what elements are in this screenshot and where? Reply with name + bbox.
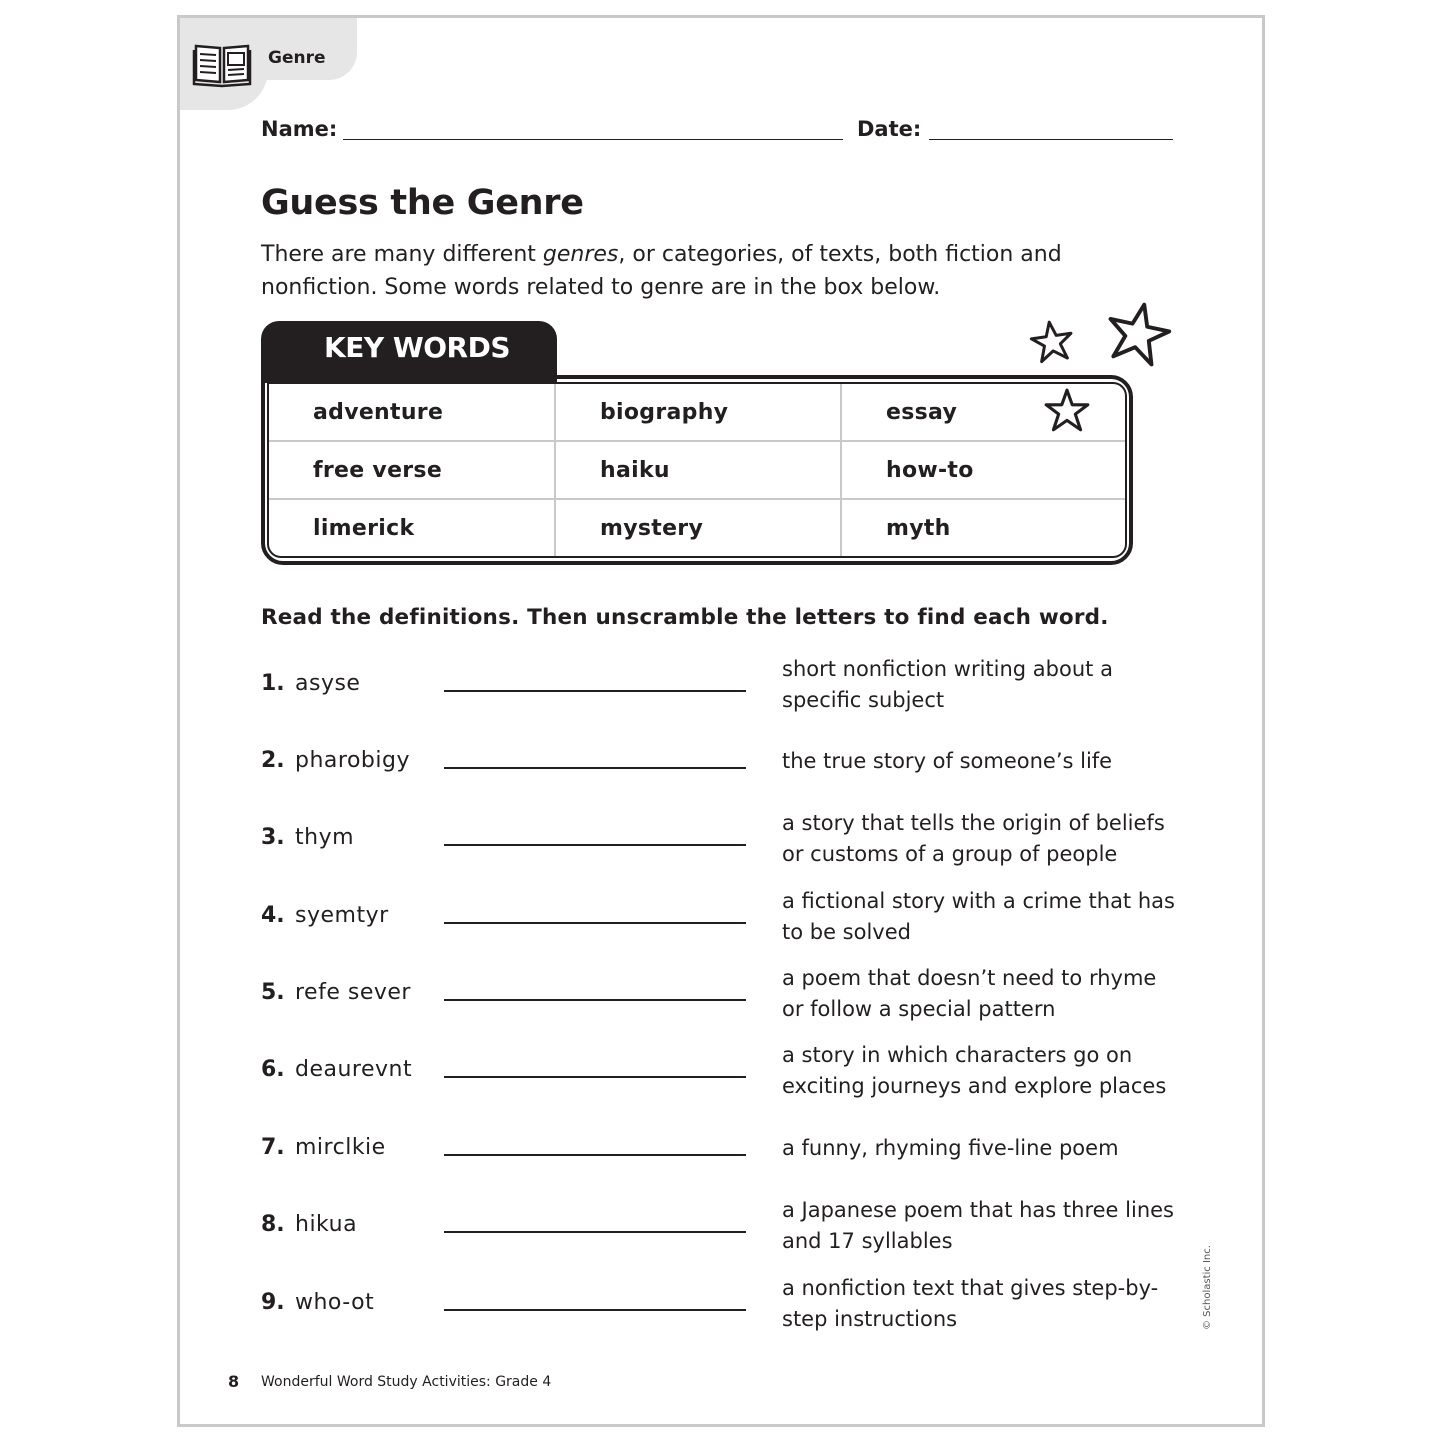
- key-word: mystery: [556, 500, 842, 556]
- item-number: 7.: [261, 1135, 285, 1160]
- exercise-item: [261, 884, 1181, 954]
- answer-line[interactable]: [444, 922, 746, 924]
- page-number: 8: [228, 1372, 240, 1391]
- intro-part-1: There are many different: [261, 242, 543, 267]
- scrambled-word: pharobigy: [295, 748, 410, 773]
- answer-line[interactable]: [444, 1154, 746, 1156]
- answer-line[interactable]: [444, 690, 746, 692]
- name-label: Name:: [261, 117, 338, 141]
- key-words-table: [267, 382, 1127, 558]
- name-field[interactable]: [343, 139, 843, 140]
- answer-line[interactable]: [444, 1309, 746, 1311]
- intro-text: [261, 238, 1141, 304]
- exercise-item: [261, 1271, 1181, 1341]
- key-word: limerick: [269, 500, 556, 556]
- key-word: how-to: [842, 442, 1125, 500]
- star-icon: [1042, 386, 1092, 436]
- key-word: haiku: [556, 442, 842, 500]
- item-number: 9.: [261, 1290, 285, 1315]
- key-word: essay: [842, 384, 1125, 442]
- scrambled-word: asyse: [295, 671, 361, 696]
- scrambled-word: hikua: [295, 1212, 358, 1237]
- answer-line[interactable]: [444, 767, 746, 769]
- date-field[interactable]: [929, 139, 1173, 140]
- answer-line[interactable]: [444, 999, 746, 1001]
- exercise-item: [261, 1116, 1181, 1186]
- exercise-item: [261, 806, 1181, 876]
- intro-emphasis: genres: [542, 242, 619, 267]
- item-number: 3.: [261, 825, 285, 850]
- star-icon: [1028, 318, 1076, 366]
- definition: a nonfiction text that gives step-by-step instructions: [782, 1276, 1159, 1331]
- instructions: Read the definitions. Then unscramble the letters to find each word.: [261, 605, 1109, 630]
- key-words-heading: KEY WORDS: [261, 321, 557, 383]
- open-book-icon: [192, 40, 252, 88]
- key-word: adventure: [269, 384, 556, 442]
- definition: a fictional story with a crime that has to be solved: [782, 889, 1175, 944]
- item-number: 1.: [261, 671, 285, 696]
- exercise-item: [261, 652, 1181, 722]
- item-number: 8.: [261, 1212, 285, 1237]
- item-number: 6.: [261, 1057, 285, 1082]
- answer-line[interactable]: [444, 1076, 746, 1078]
- key-word: myth: [886, 515, 951, 541]
- item-number: 4.: [261, 903, 285, 928]
- answer-line[interactable]: [444, 1231, 746, 1233]
- definition: a story that tells the origin of beliefs or customs of a group of people: [782, 811, 1165, 866]
- section-tab-label: Genre: [268, 48, 326, 68]
- copyright-notice: © Scholastic Inc.: [1202, 1245, 1213, 1330]
- definition: a funny, rhyming five-line poem: [782, 1136, 1119, 1160]
- page-title: Guess the Genre: [261, 183, 584, 223]
- exercise-item: [261, 1038, 1181, 1108]
- scrambled-word: thym: [295, 825, 355, 850]
- key-word: biography: [556, 384, 842, 442]
- definition: short nonfiction writing about a specific subject: [782, 657, 1113, 712]
- definition: a Japanese poem that has three lines and 17 syllables: [782, 1198, 1174, 1253]
- definition: a poem that doesn’t need to rhyme or follow a special pattern: [782, 966, 1157, 1021]
- scrambled-word: refe sever: [295, 980, 411, 1005]
- scrambled-word: who-ot: [295, 1290, 375, 1315]
- item-number: 5.: [261, 980, 285, 1005]
- exercise-item: [261, 729, 1181, 799]
- item-number: 2.: [261, 748, 285, 773]
- scrambled-word: deaurevnt: [295, 1057, 413, 1082]
- scrambled-word: syemtyr: [295, 903, 389, 928]
- key-word: free verse: [269, 442, 556, 500]
- intro-part-2: , or categories, of texts, both fiction and nonfiction. Some words related to genre are in the box below.: [261, 242, 1062, 300]
- exercise-item: [261, 961, 1181, 1031]
- definition: a story in which characters go on exciting journeys and explore places: [782, 1043, 1167, 1098]
- answer-line[interactable]: [444, 844, 746, 846]
- footer-book-title: Wonderful Word Study Activities: Grade 4: [261, 1374, 552, 1390]
- scrambled-word: mirclkie: [295, 1135, 386, 1160]
- exercise-item: [261, 1193, 1181, 1263]
- date-label: Date:: [857, 117, 922, 141]
- definition: the true story of someone’s life: [782, 749, 1113, 773]
- star-icon: [1102, 298, 1174, 370]
